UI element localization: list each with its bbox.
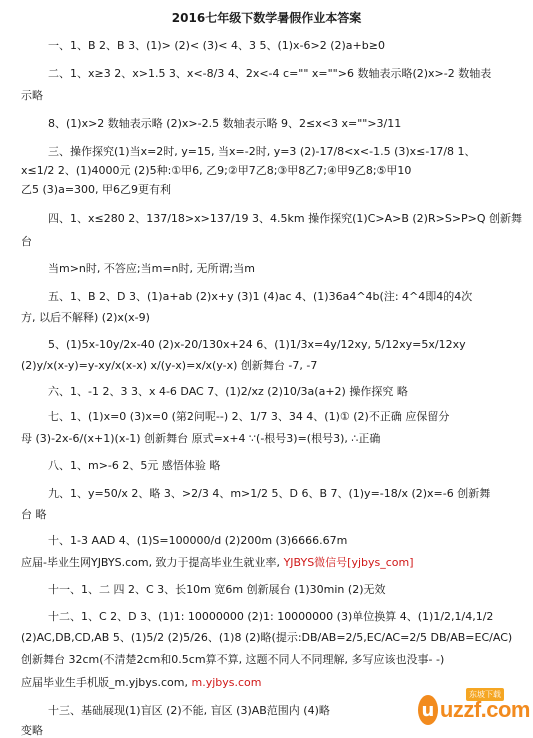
answer-line-29: 变略 <box>21 724 43 737</box>
wechat-watermark: YJBYS微信号[yjbys_com] <box>283 556 414 569</box>
answer-line-21: 十、1-3 AAD 4、(1)S=100000/d (2)200m (3)6666.67m <box>48 534 348 547</box>
answer-line-17: 母 (3)-2x-6/(x+1)(x-1) 创新舞台 原式=x+4 ∵(-根号3)=(根号3), ∴正确 <box>21 432 381 445</box>
answer-line-1: 一、1、B 2、B 3、(1)> (2)< (3)< 4、3 5、(1)x-6>2 (2)a+b≥0 <box>48 39 385 52</box>
answer-line-28: 十三、基础展现(1)盲区 (2)不能, 盲区 (3)AB范围内 (4)略 <box>48 704 330 717</box>
download-badge: 东坡下载 <box>466 688 504 701</box>
answer-line-9: 台 <box>21 235 32 248</box>
logo-text: uzzf.com <box>439 697 530 722</box>
answer-line-13: 5、(1)5x-10y/2x-40 (2)x-20/130x+24 6、(1)1/3x=4y/12xy, 5/12xy=5x/12xy <box>48 338 466 351</box>
answer-line-25: (2)AC,DB,CD,AB 5、(1)5/2 (2)5/26、(1)8 (2)略(提示:DB/AB=2/5,EC/AC=2/5 DB/AB=EC/AC) <box>21 631 513 644</box>
answer-line-19: 九、1、y=50/x 2、略 3、>2/3 4、m>1/2 5、D 6、B 7、(1)y=-18/x (2)x=-6 创新舞 <box>48 487 491 500</box>
document-title: 2016七年级下数学暑假作业本答案 <box>171 11 362 25</box>
answer-line-16: 七、1、(1)x=0 (3)x=0 (第2问呢--) 2、1/7 3、34 4、(1)① (2)不正确 应保留分 <box>48 410 450 423</box>
answer-line-2: 二、1、x≥3 2、x>1.5 3、x<-8/3 4、2x<-4 c="" x="">6 数轴表示略(2)x>-2 数轴表 <box>48 67 492 80</box>
answer-line-23: 十一、1、二 四 2、C 3、长10m 宽6m 创新展台 (1)30min (2)无效 <box>48 583 386 596</box>
answer-line-10: 当m>n时, 不答应;当m=n时, 无所谓;当m <box>48 262 255 275</box>
answer-line-11: 五、1、B 2、D 3、(1)a+ab (2)x+y (3)1 (4)ac 4、(1)36a4^4b(注: 4^4即4的4次 <box>48 290 473 303</box>
site-promo-text: 应届-毕业生网YJBYS.com, 致力于提高毕业生就业率, <box>21 556 284 569</box>
answer-line-7: 乙5 (3)a=300, 甲6乙9更有利 <box>21 183 172 196</box>
answer-line-18: 八、1、m>-6 2、5元 感悟体验 略 <box>48 459 221 472</box>
uzzf-logo <box>418 690 530 730</box>
answer-line-15: 六、1、-1 2、3 3、x 4-6 DAC 7、(1)2/xz (2)10/3a(a+2) 操作探究 略 <box>48 385 408 398</box>
answer-line-8: 四、1、x≤280 2、137/18>x>137/19 3、4.5km 操作探究(1)C>A>B (2)R>S>P>Q 创新舞 <box>48 212 523 225</box>
logo-u-icon: u <box>418 695 438 725</box>
answer-line-6: x≤1/2 2、(1)4000元 (2)5种:①甲6, 乙9;②甲7乙8;③甲8乙7;④甲9乙8;⑤甲10 <box>21 164 412 177</box>
mobile-promo-text: 应届毕业生手机版_m.yjbys.com, <box>21 676 192 689</box>
answer-line-26: 创新舞台 32cm(不清楚2cm和0.5cm算不算, 这题不同人不同理解, 多写应该也没事- -) <box>21 653 445 666</box>
answer-line-27 <box>21 676 526 690</box>
answer-line-22 <box>21 556 526 570</box>
mobile-site-watermark: m.yjbys.com <box>191 676 262 689</box>
answer-line-24: 十二、1、C 2、D 3、(1)1: 10000000 (2)1: 10000000 (3)单位换算 4、(1)1/2,1/4,1/2 <box>48 610 494 623</box>
answer-line-12: 方, 以后不解释) (2)x(x-9) <box>21 311 150 324</box>
answer-line-20: 台 略 <box>21 508 47 521</box>
answer-line-4: 8、(1)x>2 数轴表示略 (2)x>-2.5 数轴表示略 9、2≤x<3 x="">3/11 <box>48 117 402 130</box>
answer-line-14: (2)y/x(x-y)=y-xy/x(x-x) x/(y-x)=x/x(y-x) 创新舞台 -7, -7 <box>21 359 318 372</box>
answer-line-3: 示略 <box>21 89 43 102</box>
answer-line-5: 三、操作探究(1)当x=2时, y=15, 当x=-2时, y=3 (2)-17/8<x<-1.5 (3)x≤-17/8 1、 <box>48 145 476 158</box>
